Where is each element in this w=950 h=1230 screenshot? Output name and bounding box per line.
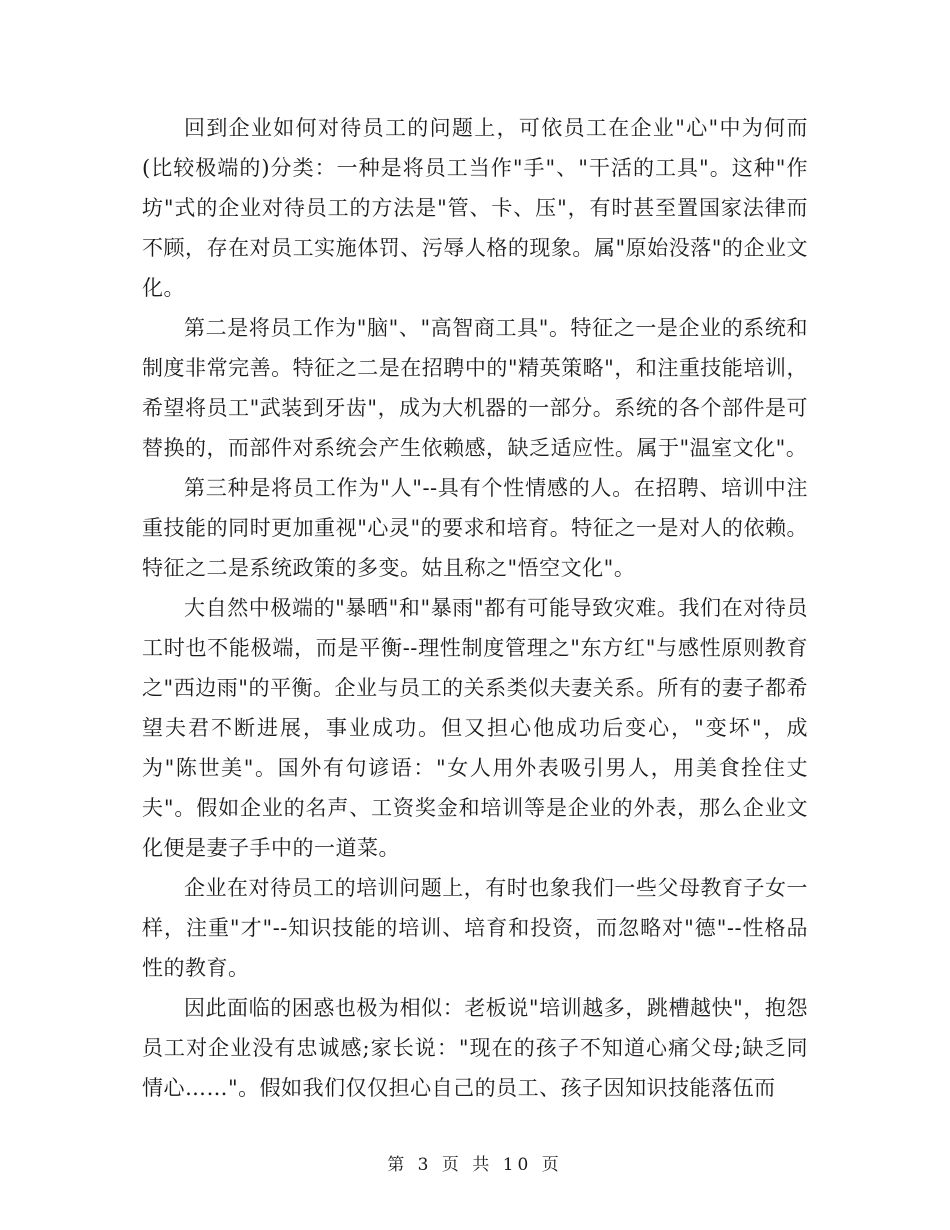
paragraph-5: 企业在对待员工的培训问题上，有时也象我们一些父母教育子女一样，注重"才"--知识技能的培训、培育和投资，而忽略对"德"--性格品性的教育。 <box>142 876 808 980</box>
paragraph-1: 回到企业如何对待员工的问题上，可依员工在企业"心"中为何而(比较极端的)分类：一种是将员工当作"手"、"干活的工具"。这种"作坊"式的企业对待员工的方法是"管、卡、压"，有时甚至置国家法律而不顾，存在对员工实施体罚、污辱人格的现象。属"原始没落"的企业文化。 <box>142 116 808 300</box>
document-body <box>142 108 808 1108</box>
paragraph-3: 第三种是将员工作为"人"--具有个性情感的人。在招聘、培训中注重技能的同时更加重视"心灵"的要求和培育。特征之一是对人的依赖。特征之二是系统政策的多变。姑且称之"悟空文化"。 <box>142 476 808 580</box>
page-number-footer: 第 3 页 共 10 页 <box>387 1155 563 1175</box>
paragraph-4: 大自然中极端的"暴晒"和"暴雨"都有可能导致灾难。我们在对待员工时也不能极端，而是平衡--理性制度管理之"东方红"与感性原则教育之"西边雨"的平衡。企业与员工的关系类似夫妻关系。所有的妻子都希望夫君不断进展，事业成功。但又担心他成功后变心，"变坏"，成为"陈世美"。国外有句谚语："女人用外表吸引男人，用美食拴住丈夫"。假如企业的名声、工资奖金和培训等是企业的外表，那么企业文化便是妻子手中的一道菜。 <box>142 596 808 860</box>
paragraph-2: 第二是将员工作为"脑"、"高智商工具"。特征之一是企业的系统和制度非常完善。特征之二是在招聘中的"精英策略"，和注重技能培训，希望将员工"武装到牙齿"，成为大机器的一部分。系统的各个部件是可替换的，而部件对系统会产生依赖感，缺乏适应性。属于"温室文化"。 <box>142 316 808 460</box>
paragraph-6: 因此面临的困惑也极为相似：老板说"培训越多，跳槽越快"，抱怨员工对企业没有忠诚感;家长说："现在的孩子不知道心痛父母;缺乏同情心……"。假如我们仅仅担心自己的员工、孩子因知识技能落伍而 <box>142 996 808 1100</box>
